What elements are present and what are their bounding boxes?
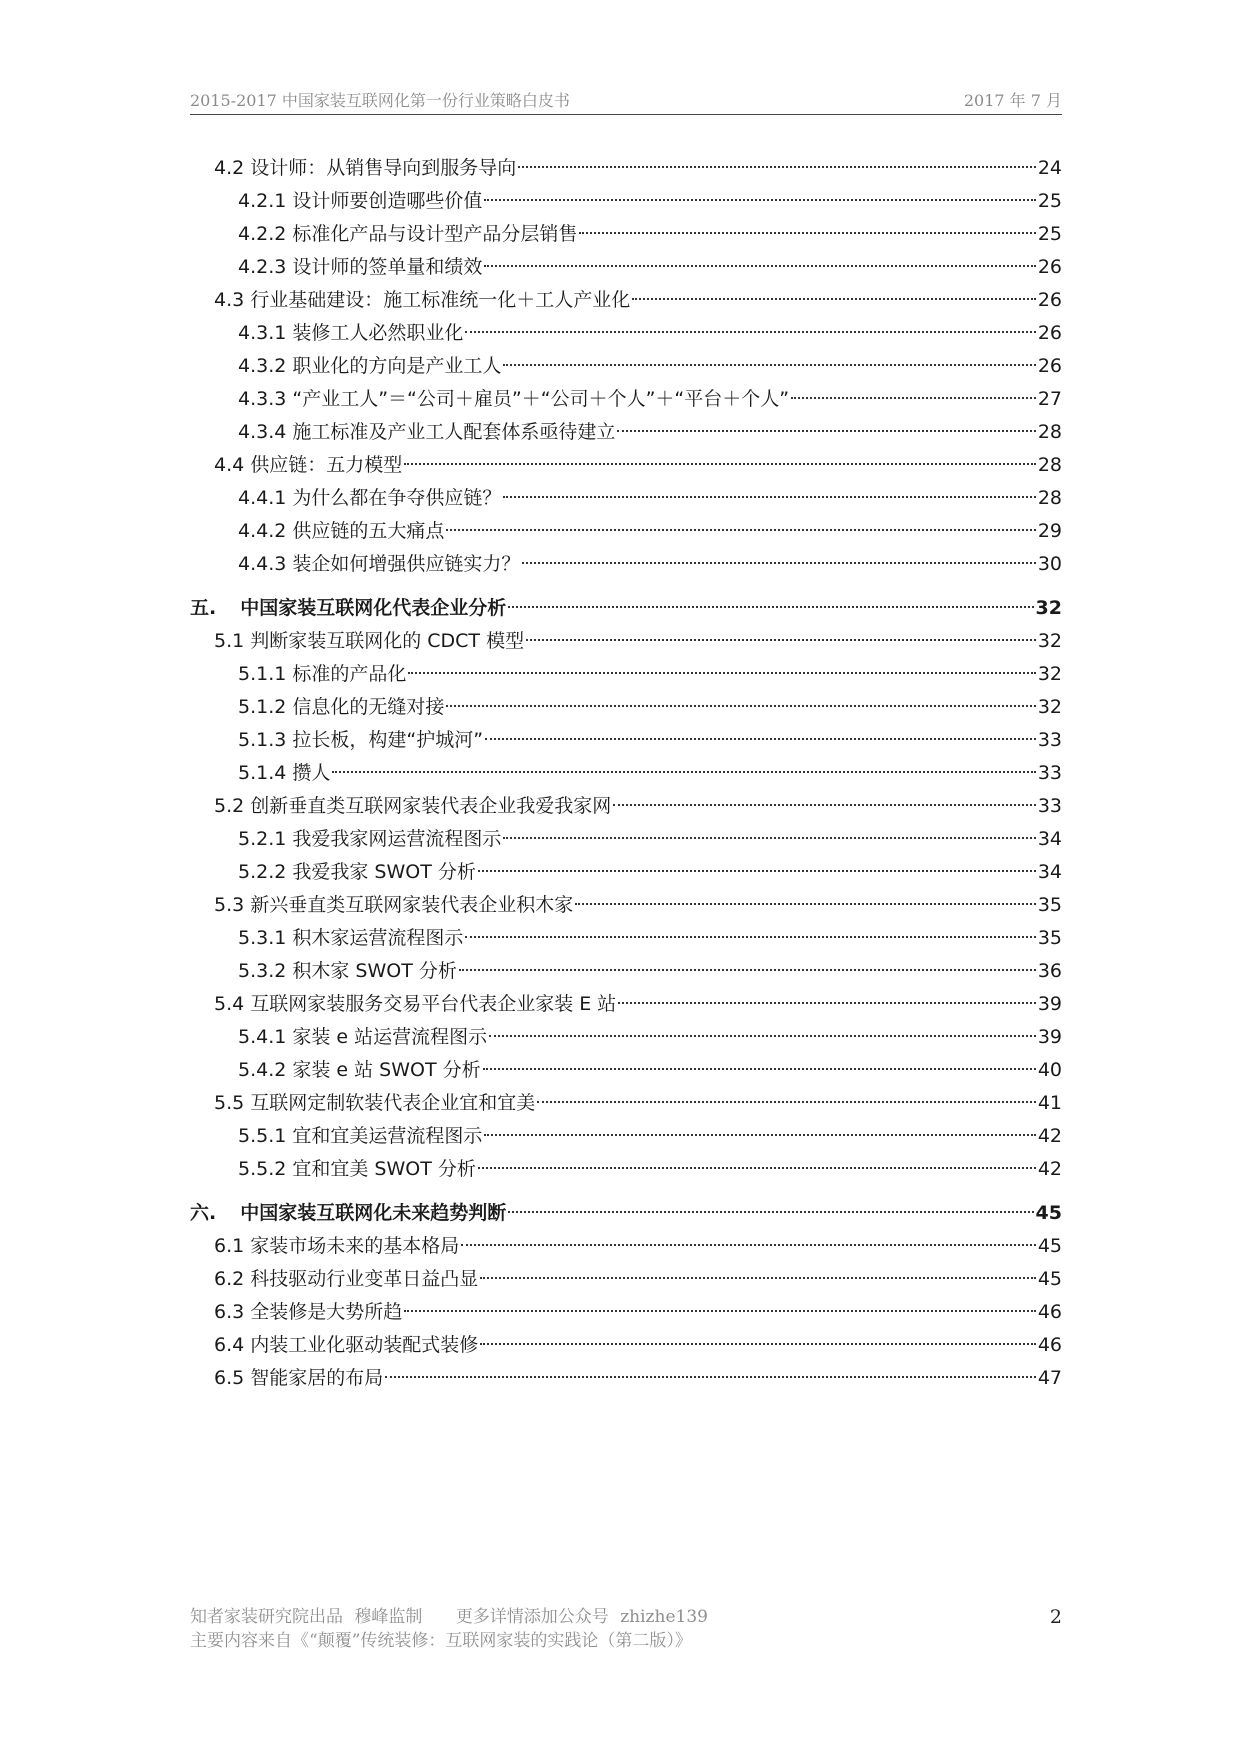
toc-entry-text: 供应链的五大痛点 <box>292 520 445 542</box>
toc-dot-leader <box>459 969 1036 971</box>
toc-dot-leader <box>508 606 1033 608</box>
toc-entry-text: 中国家装互联网化未来趋势判断 <box>240 1202 507 1224</box>
toc-entry-page: 47 <box>1037 1367 1062 1389</box>
toc-entry[interactable] <box>190 790 1062 823</box>
toc-entry-number: 4.3.3 <box>238 388 287 410</box>
footer-supervisor: 穆峰监制 <box>354 1607 423 1627</box>
toc-entry[interactable] <box>190 449 1062 482</box>
toc-dot-leader <box>446 705 1035 707</box>
toc-entry-text: 标准的产品化 <box>292 663 407 685</box>
toc-entry-text: 判断家装互联网化的 CDCT 模型 <box>250 630 525 652</box>
page-number: 2 <box>1049 1606 1062 1628</box>
toc-dot-leader <box>618 1002 1036 1004</box>
toc-entry-label <box>238 856 476 889</box>
toc-entry-number: 5.4 <box>214 993 245 1015</box>
toc-dot-leader <box>480 1343 1036 1345</box>
toc-entry-label <box>214 790 611 823</box>
toc-dot-leader <box>461 1244 1036 1246</box>
toc-dot-leader <box>632 298 1036 300</box>
toc-entry-page: 41 <box>1037 1092 1062 1114</box>
page-footer <box>190 1605 1062 1653</box>
toc-entry-text: 家装市场未来的基本格局 <box>250 1235 460 1257</box>
toc-entry-page: 25 <box>1037 190 1062 212</box>
toc-dot-leader <box>503 496 1035 498</box>
toc-entry-text: 装企如何增强供应链实力？ <box>292 553 521 575</box>
toc-dot-leader <box>404 463 1036 465</box>
toc-entry-label <box>238 1153 476 1186</box>
toc-entry-number: 5.1.4 <box>238 762 287 784</box>
toc-entry-number: 5.1.2 <box>238 696 287 718</box>
toc-dot-leader <box>465 936 1035 938</box>
toc-entry-text: 互联网家装服务交易平台代表企业家装 E 站 <box>250 993 617 1015</box>
toc-entry-label <box>238 1021 487 1054</box>
toc-entry-page: 28 <box>1037 454 1062 476</box>
toc-entry-number: 5.5.2 <box>238 1158 287 1180</box>
toc-entry-label <box>214 152 516 185</box>
toc-entry-text: 互联网定制软装代表企业宜和宜美 <box>250 1092 536 1114</box>
toc-entry-label <box>238 757 330 790</box>
toc-entry-page: 39 <box>1037 1026 1062 1048</box>
toc-entry[interactable] <box>190 1329 1062 1362</box>
toc-entry[interactable] <box>190 988 1062 1021</box>
toc-entry-number: 6.3 <box>214 1301 245 1323</box>
toc-entry-number: 5.2.2 <box>238 861 287 883</box>
toc-entry[interactable] <box>190 823 1062 856</box>
toc-entry-label <box>238 724 483 757</box>
toc-entry-text: 我爱我家 SWOT 分析 <box>292 861 476 883</box>
toc-entry[interactable] <box>190 350 1062 383</box>
toc-entry-label <box>214 988 616 1021</box>
toc-entry-page: 29 <box>1037 520 1062 542</box>
toc-entry-page: 36 <box>1037 960 1062 982</box>
toc-entry[interactable] <box>190 1054 1062 1087</box>
toc-entry[interactable] <box>190 1263 1062 1296</box>
toc-entry-number: 4.3.4 <box>238 421 287 443</box>
toc-entry-number: 5.3.2 <box>238 960 287 982</box>
toc-entry[interactable] <box>190 317 1062 350</box>
toc-entry-text: 积木家运营流程图示 <box>292 927 464 949</box>
toc-entry-number: 5.1 <box>214 630 245 652</box>
toc-entry-label <box>214 1263 478 1296</box>
toc-dot-leader <box>332 771 1035 773</box>
toc-entry-number: 5.4.2 <box>238 1059 287 1081</box>
toc-entry-label <box>238 251 482 284</box>
toc-entry-number: 4.4.3 <box>238 553 287 575</box>
toc-entry-number: 4.4.2 <box>238 520 287 542</box>
toc-entry-label <box>214 889 573 922</box>
toc-dot-leader <box>484 265 1035 267</box>
toc-dot-leader <box>478 870 1036 872</box>
toc-entry-label <box>238 1120 482 1153</box>
toc-entry-page: 30 <box>1037 553 1062 575</box>
toc-entry-text: 职业化的方向是产业工人 <box>292 355 502 377</box>
toc-entry-label <box>238 691 444 724</box>
toc-entry-text: 行业基础建设：施工标准统一化＋工人产业化 <box>250 289 631 311</box>
toc-entry-label <box>238 1054 481 1087</box>
toc-entry-label <box>238 185 482 218</box>
toc-dot-leader <box>465 331 1035 333</box>
toc-entry-label <box>214 1329 478 1362</box>
toc-entry-label <box>238 416 615 449</box>
toc-entry-page: 33 <box>1037 795 1062 817</box>
toc-entry-number: 4.2.1 <box>238 190 287 212</box>
toc-entry-text: 设计师要创造哪些价值 <box>292 190 483 212</box>
toc-entry-label <box>238 515 444 548</box>
toc-dot-leader <box>526 639 1036 641</box>
toc-entry-page: 26 <box>1037 322 1062 344</box>
toc-entry[interactable] <box>190 625 1062 658</box>
toc-entry-text: 内装工业化驱动装配式装修 <box>250 1334 479 1356</box>
toc-dot-leader <box>484 199 1035 201</box>
toc-dot-leader <box>522 562 1035 564</box>
toc-entry[interactable] <box>190 1087 1062 1120</box>
toc-entry-text: 中国家装互联网化代表企业分析 <box>240 597 507 619</box>
toc-entry-page: 28 <box>1037 421 1062 443</box>
toc-entry[interactable] <box>190 284 1062 317</box>
toc-entry-page: 25 <box>1037 223 1062 245</box>
toc-dot-leader <box>503 837 1035 839</box>
toc-entry[interactable] <box>190 658 1062 691</box>
toc-entry-text: 信息化的无缝对接 <box>292 696 445 718</box>
toc-entry[interactable] <box>190 1120 1062 1153</box>
toc-entry-page: 45 <box>1035 1202 1062 1224</box>
toc-dot-leader <box>408 672 1035 674</box>
toc-entry-number: 5.1.1 <box>238 663 287 685</box>
toc-entry-number: 5.3 <box>214 894 245 916</box>
toc-dot-leader <box>446 529 1035 531</box>
toc-entry-page: 33 <box>1037 729 1062 751</box>
toc-entry-page: 27 <box>1037 388 1062 410</box>
toc-entry-text: 创新垂直类互联网家装代表企业我爱我家网 <box>250 795 612 817</box>
table-of-contents <box>190 152 1062 1395</box>
toc-entry-page: 26 <box>1037 256 1062 278</box>
page-header <box>190 86 1062 115</box>
toc-entry-page: 26 <box>1037 355 1062 377</box>
toc-entry[interactable] <box>190 922 1062 955</box>
toc-entry-page: 24 <box>1037 157 1062 179</box>
toc-entry-page: 45 <box>1037 1268 1062 1290</box>
toc-entry-text: 我爱我家网运营流程图示 <box>292 828 502 850</box>
toc-entry-page: 42 <box>1037 1158 1062 1180</box>
toc-entry-text: 智能家居的布局 <box>250 1367 384 1389</box>
header-date: 2017 年 7 月 <box>963 91 1062 110</box>
toc-entry[interactable] <box>190 548 1062 581</box>
toc-entry[interactable] <box>190 856 1062 889</box>
footer-more: 更多详情添加公众号 <box>455 1607 609 1627</box>
toc-dot-leader <box>385 1376 1036 1378</box>
toc-entry-number: 4.3.2 <box>238 355 287 377</box>
toc-entry[interactable] <box>190 724 1062 757</box>
toc-entry[interactable] <box>190 251 1062 284</box>
toc-entry-page: 28 <box>1037 487 1062 509</box>
toc-dot-leader <box>480 1277 1036 1279</box>
toc-entry-label <box>190 592 506 625</box>
toc-entry-number: 6.2 <box>214 1268 245 1290</box>
toc-entry-label <box>238 922 463 955</box>
toc-entry-text: 装修工人必然职业化 <box>292 322 464 344</box>
toc-dot-leader <box>518 166 1036 168</box>
toc-entry-label <box>214 1230 459 1263</box>
toc-entry-text: 新兴垂直类互联网家装代表企业积木家 <box>250 894 574 916</box>
toc-entry-text: 积木家 SWOT 分析 <box>292 960 457 982</box>
toc-dot-leader <box>483 1068 1036 1070</box>
toc-dot-leader <box>617 430 1035 432</box>
toc-entry-text: 全装修是大势所趋 <box>250 1301 403 1323</box>
toc-entry-number: 6.1 <box>214 1235 245 1257</box>
toc-entry-label <box>214 1296 402 1329</box>
toc-entry-label <box>238 218 577 251</box>
toc-entry-page: 35 <box>1037 927 1062 949</box>
toc-entry[interactable] <box>190 383 1062 416</box>
toc-entry-page: 32 <box>1037 630 1062 652</box>
toc-entry[interactable] <box>190 515 1062 548</box>
toc-dot-leader <box>508 1211 1033 1213</box>
toc-entry-number: 4.2.2 <box>238 223 287 245</box>
toc-entry-page: 32 <box>1037 696 1062 718</box>
toc-entry-text: 设计师：从销售导向到服务导向 <box>250 157 517 179</box>
toc-entry-page: 46 <box>1037 1334 1062 1356</box>
toc-entry-label <box>214 284 630 317</box>
toc-entry[interactable] <box>190 1296 1062 1329</box>
toc-entry-number: 5.5.1 <box>238 1125 287 1147</box>
toc-dot-leader <box>537 1101 1036 1103</box>
toc-entry-text: 家装 e 站 SWOT 分析 <box>292 1059 481 1081</box>
toc-entry[interactable] <box>190 1362 1062 1395</box>
toc-dot-leader <box>485 738 1036 740</box>
toc-entry[interactable] <box>190 955 1062 988</box>
toc-entry[interactable] <box>190 1153 1062 1186</box>
toc-dot-leader <box>478 1167 1036 1169</box>
toc-entry[interactable] <box>190 889 1062 922</box>
toc-entry-page: 32 <box>1035 597 1062 619</box>
toc-entry[interactable] <box>190 691 1062 724</box>
toc-entry-label <box>214 1087 535 1120</box>
footer-account: zhizhe139 <box>620 1607 708 1627</box>
toc-entry-page: 26 <box>1037 289 1062 311</box>
toc-entry-page: 34 <box>1037 828 1062 850</box>
toc-entry-text: 科技驱动行业变革日益凸显 <box>250 1268 479 1290</box>
toc-entry-page: 32 <box>1037 663 1062 685</box>
toc-entry-label <box>238 658 406 691</box>
toc-entry-label <box>238 383 789 416</box>
toc-dot-leader <box>613 804 1036 806</box>
toc-entry-page: 33 <box>1037 762 1062 784</box>
toc-entry[interactable] <box>190 1230 1062 1263</box>
toc-entry-text: 施工标准及产业工人配套体系亟待建立 <box>292 421 616 443</box>
toc-entry-number: 5.2.1 <box>238 828 287 850</box>
toc-entry-number: 六. <box>190 1202 217 1224</box>
toc-entry-number: 6.5 <box>214 1367 245 1389</box>
toc-entry-page: 34 <box>1037 861 1062 883</box>
toc-entry-label <box>238 823 501 856</box>
toc-entry-number: 5.5 <box>214 1092 245 1114</box>
toc-entry-label <box>238 955 457 988</box>
toc-entry[interactable] <box>190 152 1062 185</box>
toc-entry-label <box>238 317 463 350</box>
toc-entry-number: 5.4.1 <box>238 1026 287 1048</box>
toc-entry-text: 拉长板，构建“护城河” <box>292 729 484 751</box>
toc-entry-number: 4.4.1 <box>238 487 287 509</box>
toc-entry-label <box>238 548 520 581</box>
toc-entry-number: 4.2.3 <box>238 256 287 278</box>
toc-entry-text: “产业工人”＝“公司＋雇员”＋“公司＋个人”＋“平台＋个人” <box>292 388 790 410</box>
toc-entry-page: 46 <box>1037 1301 1062 1323</box>
header-title: 2015-2017 中国家装互联网化第一份行业策略白皮书 <box>190 91 570 110</box>
toc-entry[interactable] <box>190 1021 1062 1054</box>
toc-dot-leader <box>484 1134 1035 1136</box>
toc-entry-number: 5.1.3 <box>238 729 287 751</box>
toc-dot-leader <box>575 903 1036 905</box>
toc-entry-text: 家装 e 站运营流程图示 <box>292 1026 488 1048</box>
toc-entry-number: 五. <box>190 597 217 619</box>
toc-entry-label <box>214 1362 383 1395</box>
toc-entry-text: 供应链：五力模型 <box>250 454 403 476</box>
toc-entry-number: 4.2 <box>214 157 245 179</box>
toc-entry[interactable] <box>190 185 1062 218</box>
toc-dot-leader <box>489 1035 1036 1037</box>
toc-entry-label <box>214 449 402 482</box>
toc-entry-label <box>238 350 501 383</box>
toc-entry-number: 5.2 <box>214 795 245 817</box>
toc-entry[interactable] <box>190 416 1062 449</box>
toc-entry-text: 设计师的签单量和绩效 <box>292 256 483 278</box>
toc-entry-text: 宜和宜美运营流程图示 <box>292 1125 483 1147</box>
toc-entry[interactable] <box>190 757 1062 790</box>
toc-entry[interactable] <box>190 592 1062 625</box>
toc-entry-text: 标准化产品与设计型产品分层销售 <box>292 223 578 245</box>
toc-entry-page: 42 <box>1037 1125 1062 1147</box>
footer-source: 主要内容来自《“颠覆”传统装修：互联网家装的实践论（第二版）》 <box>190 1631 692 1651</box>
toc-entry-text: 宜和宜美 SWOT 分析 <box>292 1158 476 1180</box>
toc-entry[interactable] <box>190 1197 1062 1230</box>
toc-entry-label <box>190 1197 506 1230</box>
toc-entry-number: 4.3 <box>214 289 245 311</box>
toc-entry-number: 5.3.1 <box>238 927 287 949</box>
footer-producer: 知者家装研究院出品 <box>190 1607 343 1627</box>
toc-entry-page: 40 <box>1037 1059 1062 1081</box>
toc-entry-text: 攒人 <box>292 762 331 784</box>
toc-entry-label <box>214 625 524 658</box>
toc-entry-text: 为什么都在争夺供应链？ <box>292 487 502 509</box>
toc-entry-label <box>238 482 501 515</box>
toc-entry-number: 6.4 <box>214 1334 245 1356</box>
toc-dot-leader <box>579 232 1035 234</box>
toc-entry-page: 39 <box>1037 993 1062 1015</box>
toc-entry-page: 45 <box>1037 1235 1062 1257</box>
toc-entry[interactable] <box>190 218 1062 251</box>
toc-entry-number: 4.3.1 <box>238 322 287 344</box>
toc-entry[interactable] <box>190 482 1062 515</box>
toc-dot-leader <box>404 1310 1036 1312</box>
toc-entry-number: 4.4 <box>214 454 245 476</box>
toc-entry-page: 35 <box>1037 894 1062 916</box>
toc-dot-leader <box>503 364 1035 366</box>
toc-dot-leader <box>791 397 1036 399</box>
